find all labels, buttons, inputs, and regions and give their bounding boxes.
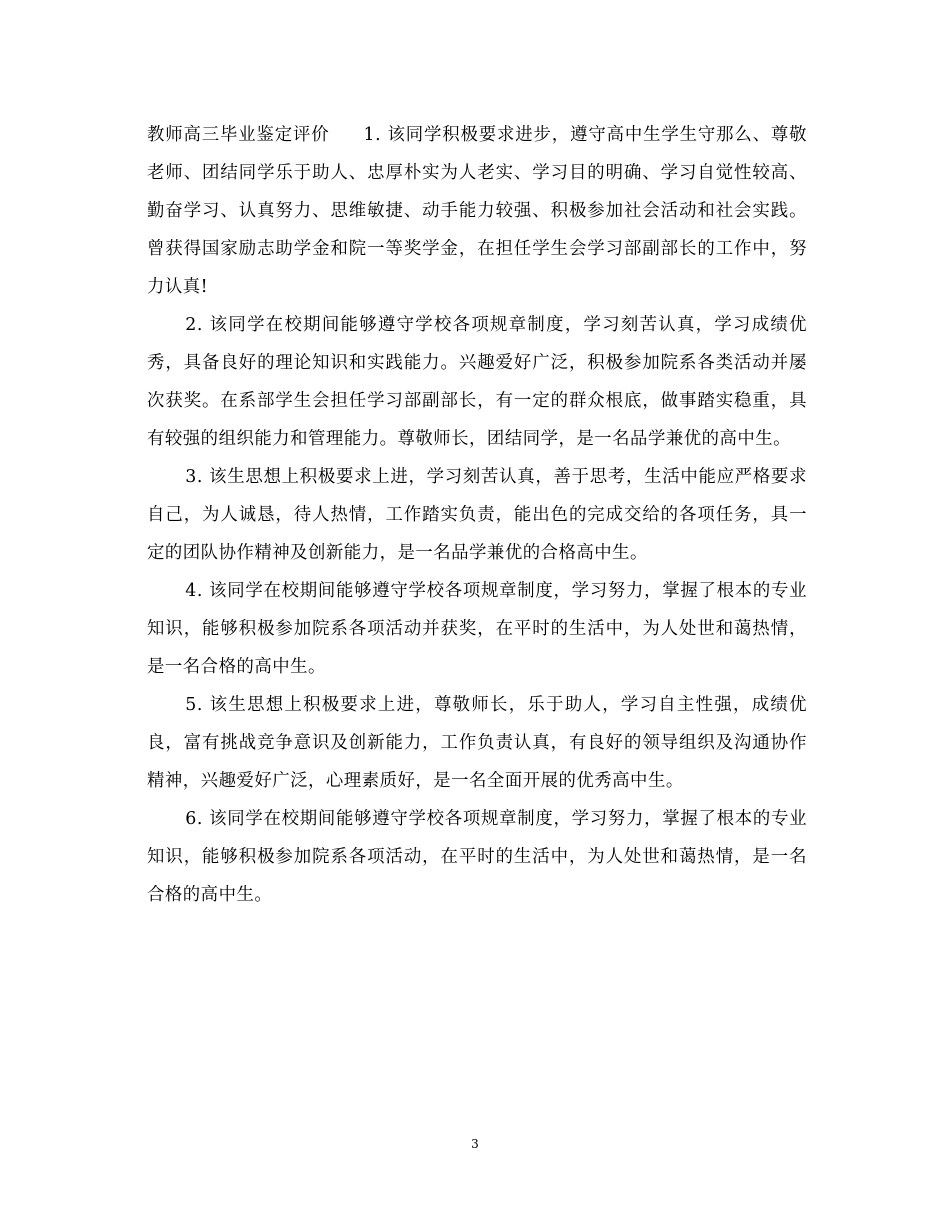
paragraph-6: 6. 该同学在校期间能够遵守学校各项规章制度，学习努力，掌握了根本的专业知识，能够积极参加院系各项活动，在平时的生活中，为人处世和蔼热情，是一名合格的高中生。 [147, 809, 807, 905]
paragraph-1-text: 1. 该同学积极要求进步，遵守高中生学生守那么、尊敬老师、团结同学乐于助人、忠厚朴实为人老实、学习目的明确、学习自觉性较高、勤奋学习、认真努力、思维敏捷、动手能力较强、积极参加社会活动和社会实践。曾获得国家励志助学金和院一等奖学金，在担任学生会学习部副部长的工作中，努力认真! [147, 125, 807, 297]
document-title: 教师高三毕业鉴定评价 [147, 125, 330, 145]
paragraph-1 [147, 116, 807, 306]
paragraph-3: 3. 该生思想上积极要求上进，学习刻苦认真，善于思考，生活中能应严格要求自己，为人诚恳，待人热情，工作踏实负责，能出色的完成交给的各项任务，具一定的团队协作精神及创新能力，是一名品学兼优的合格高中生。 [147, 467, 807, 563]
page-number: 3 [471, 1137, 479, 1151]
document-body [147, 116, 807, 914]
paragraph-2: 2. 该同学在校期间能够遵守学校各项规章制度，学习刻苦认真，学习成绩优秀，具备良好的理论知识和实践能力。兴趣爱好广泛，积极参加院系各类活动并屡次获奖。在系部学生会担任学习部副部长，有一定的群众根底，做事踏实稳重，具有较强的组织能力和管理能力。尊敬师长，团结同学，是一名品学兼优的高中生。 [147, 315, 807, 449]
paragraph-4: 4. 该同学在校期间能够遵守学校各项规章制度，学习努力，掌握了根本的专业知识，能够积极参加院系各项活动并获奖，在平时的生活中，为人处世和蔼热情，是一名合格的高中生。 [147, 581, 807, 677]
paragraph-5: 5. 该生思想上积极要求上进，尊敬师长，乐于助人，学习自主性强，成绩优良，富有挑战竞争意识及创新能力，工作负责认真，有良好的领导组织及沟通协作精神，兴趣爱好广泛，心理素质好，是一名全面开展的优秀高中生。 [147, 695, 807, 791]
